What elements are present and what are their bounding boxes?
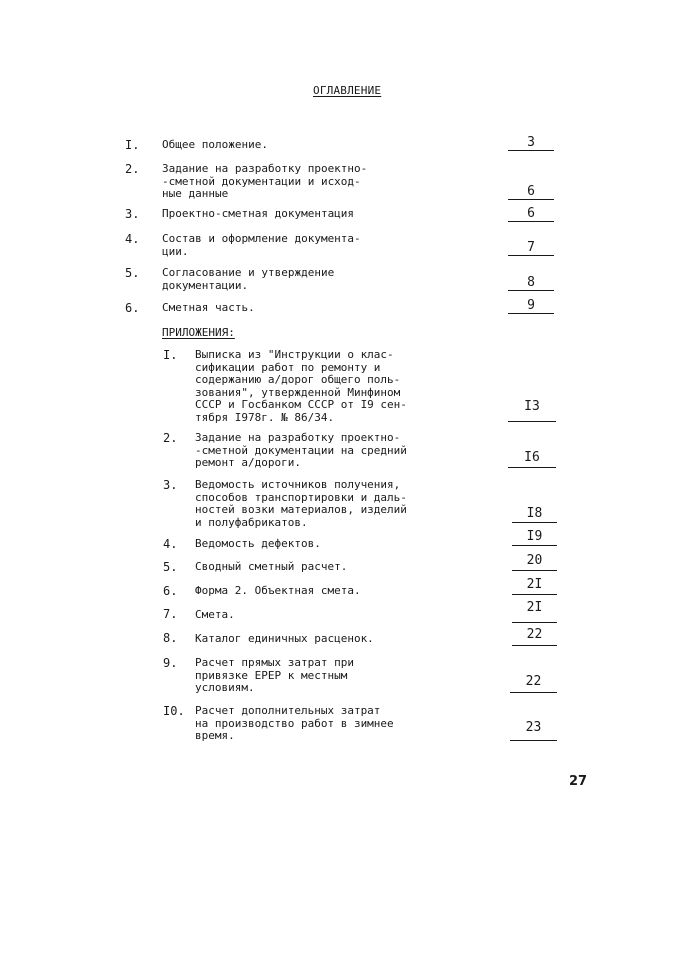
- appendix-page: I3: [508, 400, 556, 422]
- appendix-number: I.: [163, 348, 178, 362]
- appendix-page: 20: [512, 554, 557, 571]
- section-number: 4.: [125, 232, 140, 246]
- appendix-number: 3.: [163, 478, 178, 492]
- section-text: Общее положение.: [162, 138, 268, 151]
- appendix-text: Ведомость источников получения, способов транспортировки и даль- ностей возки материалов, изделий и полуфабрикатов.: [195, 478, 407, 529]
- appendix-page: I6: [508, 451, 556, 468]
- section-page: 8: [508, 276, 554, 291]
- appendix-number: 9.: [163, 656, 178, 670]
- section-text: Задание на разработку проектно- -сметной документации и исход- ные данные: [162, 162, 368, 200]
- section-page: 3: [508, 136, 554, 151]
- appendix-text: Расчет прямых затрат при привязке ЕРЕР к местным условиям.: [195, 656, 354, 694]
- appendix-number: 8.: [163, 631, 178, 645]
- section-text: Согласование и утверждение документации.: [162, 266, 335, 292]
- appendix-text: Каталог единичных расценок.: [195, 632, 374, 645]
- appendix-text: Сводный сметный расчет.: [195, 560, 348, 573]
- appendix-page: I9: [512, 530, 557, 546]
- appendix-text: Задание на разработку проектно- -сметной документации на средний ремонт а/дороги.: [195, 431, 407, 469]
- section-number: 3.: [125, 207, 140, 221]
- page-title: ОГЛАВЛЕНИЕ: [313, 84, 382, 97]
- appendix-text: Смета.: [195, 608, 235, 621]
- appendix-page: 2I: [512, 601, 557, 623]
- appendix-number: 7.: [163, 607, 178, 621]
- appendix-number: 2.: [163, 431, 178, 445]
- appendix-number: 6.: [163, 584, 178, 598]
- section-page: 7: [508, 241, 554, 256]
- appendix-text: Выписка из "Инструкции о клас- сификации работ по ремонту и содержанию а/дорог общего поль- зования", утвержденной Минфином СССР и Госбанком СССР от I9 сен- тября I978г. № 86/34.: [195, 348, 407, 424]
- section-text: Сметная часть.: [162, 301, 255, 314]
- appendix-text: Ведомость дефектов.: [195, 537, 321, 550]
- page-number: 27: [569, 774, 588, 789]
- appendix-text: Расчет дополнительных затрат на производство работ в зимнее время.: [195, 704, 394, 742]
- appendix-number: 5.: [163, 560, 178, 574]
- appendix-page: I8: [512, 507, 557, 523]
- section-number: 2.: [125, 162, 140, 176]
- section-text: Проектно-сметная документация: [162, 207, 355, 220]
- section-number: 6.: [125, 301, 140, 315]
- section-page: 9: [508, 299, 554, 314]
- appendix-page: 23: [510, 721, 557, 741]
- appendix-text: Форма 2. Объектная смета.: [195, 584, 361, 597]
- appendix-number: 4.: [163, 537, 178, 551]
- section-text: Состав и оформление документа- ции.: [162, 232, 361, 258]
- appendix-page: 2I: [512, 578, 557, 595]
- appendix-number: I0.: [163, 704, 185, 718]
- appendices-heading: ПРИЛОЖЕНИЯ:: [162, 326, 235, 339]
- section-page: 6: [508, 207, 554, 222]
- section-number: 5.: [125, 266, 140, 280]
- appendix-page: 22: [512, 628, 557, 646]
- section-page: 6: [508, 185, 554, 200]
- appendix-page: 22: [510, 675, 557, 693]
- section-number: I.: [125, 138, 140, 152]
